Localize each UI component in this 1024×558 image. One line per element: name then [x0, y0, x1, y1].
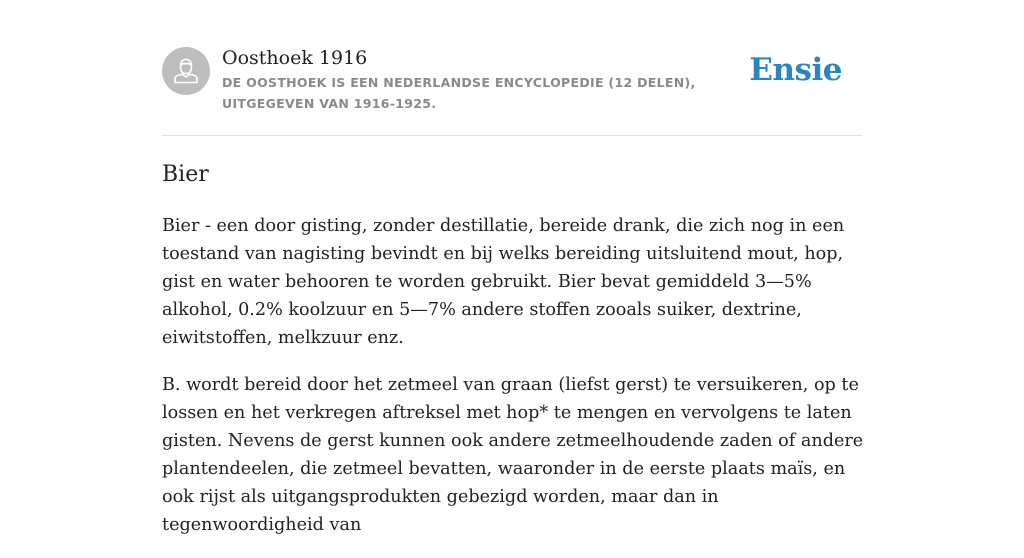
source-header	[162, 0, 862, 136]
article-body	[162, 212, 868, 558]
article-paragraph: B. wordt bereid door het zetmeel van graan (liefst gerst) te versuikeren, op te lossen en het verkregen aftreksel met hop* te mengen en vervolgens te laten gisten. Nevens de gerst kunnen ook andere zetmeelhoudende zaden of andere plantendeelen, die zetmeel bevatten, waaronder in de eerste plaats maïs, en ook rijst als uitgangsprodukten gebezigd worden, maar dan in tegenwoordigheid van	[162, 375, 864, 535]
avatar[interactable]	[162, 47, 210, 95]
article-title: Bier	[162, 162, 209, 187]
article-paragraph: Bier - een door gisting, zonder destillatie, bereide drank, die zich nog in een toestand van nagisting bevindt en bij welks bereiding uitsluitend mout, hop, gist en water behooren te worden gebruikt. Bier bevat gemiddeld 3—5% alkohol, 0.2% koolzuur en 5—7% andere stoffen zooals suiker, dextrine, eiwitstoffen, melkzuur enz.	[162, 216, 845, 348]
source-description: DE OOSTHOEK IS EEN NEDERLANDSE ENCYCLOPEDIE (12 DELEN), UITGEGEVEN VAN 1916-1925.	[222, 75, 696, 111]
ensie-logo[interactable]: Ensie	[749, 52, 842, 88]
user-icon	[162, 47, 210, 95]
source-name[interactable]: Oosthoek 1916	[222, 47, 368, 69]
page-container	[162, 0, 864, 535]
